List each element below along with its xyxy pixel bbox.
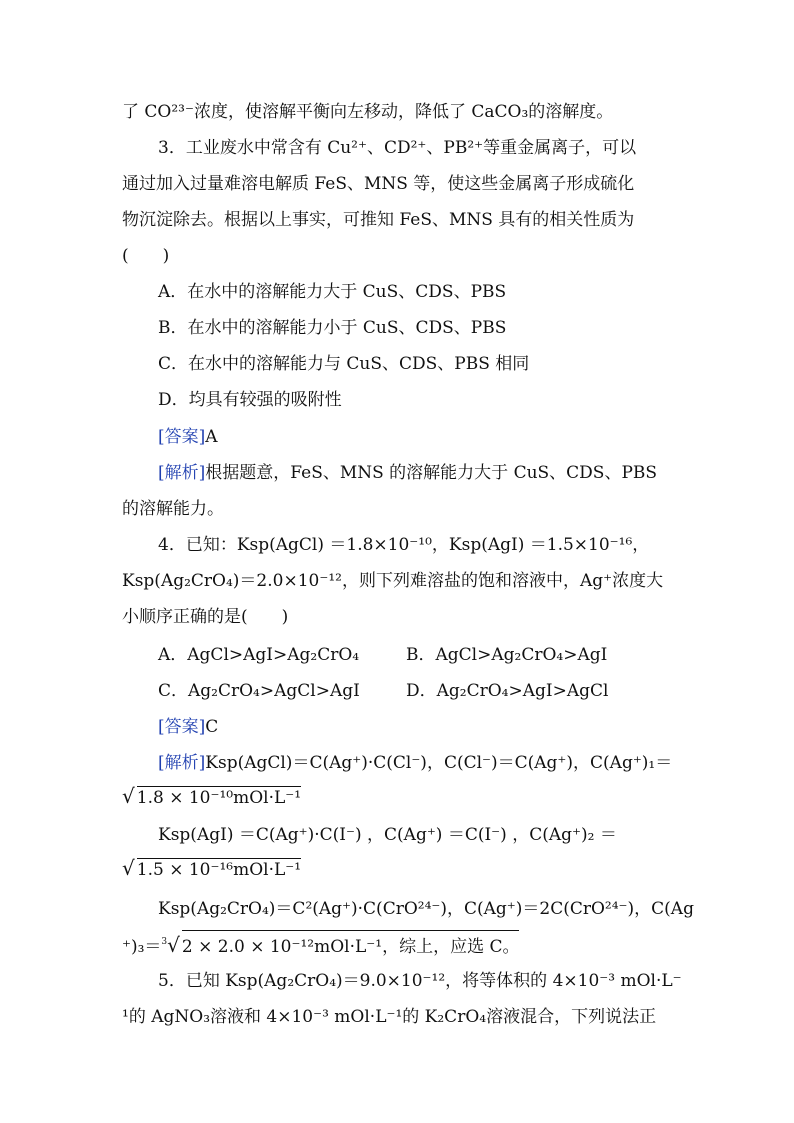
sqrt-radicand: 1.8 × 10⁻¹⁰mOl·L⁻¹	[136, 788, 302, 808]
question-4-stem: 4．已知：Ksp(AgCl) ＝1.8×10⁻¹⁰，Ksp(AgI) ＝1.5×10⁻¹⁶，	[158, 535, 650, 555]
question-4-analysis: Ksp(Ag₂CrO₄)＝C²(Ag⁺)·C(CrO²⁴⁻)，C(Ag⁺)＝2C(CrO²⁴⁻)，C(Ag	[158, 899, 694, 919]
question-5-stem: 5．已知 Ksp(Ag₂CrO₄)＝9.0×10⁻¹²，将等体积的 4×10⁻³ mOl·L⁻	[158, 971, 682, 991]
sqrt-radicand: 1.5 × 10⁻¹⁶mOl·L⁻¹	[136, 860, 302, 880]
cube-root-radicand: 2 × 2.0 × 10⁻¹²mOl·L⁻¹，综上，应选 C。	[182, 930, 520, 957]
question-4-analysis	[158, 748, 672, 773]
cube-root-prefix: ⁺)₃＝	[122, 937, 162, 957]
answer-tag: [答案]	[158, 427, 206, 447]
answer-value: C	[205, 717, 219, 737]
question-3-option-c: C．在水中的溶解能力与 CuS、CDS、PBS 相同	[158, 354, 530, 374]
question-4-analysis: Ksp(AgI) ＝C(Ag⁺)·C(I⁻) ，C(Ag⁺) ＝C(I⁻) ，C(Ag⁺)₂ ＝	[158, 825, 617, 845]
question-3-option-a: A．在水中的溶解能力大于 CuS、CDS、PBS	[158, 282, 507, 302]
sqrt-expression	[122, 856, 301, 880]
question-4-option-a: A．AgCl>AgI>Ag₂CrO₄	[158, 645, 360, 665]
question-3-stem: 通过加入过量难溶电解质 FeS、MNS 等，使这些金属离子形成硫化	[122, 174, 635, 194]
question-4-option-b: B．AgCl>Ag₂CrO₄>AgI	[406, 645, 608, 665]
question-3-option-d: D．均具有较强的吸附性	[158, 390, 342, 410]
question-5-stem: ¹的 AgNO₃溶液和 4×10⁻³ mOl·L⁻¹的 K₂CrO₄溶液混合，下列说法正	[122, 1007, 657, 1027]
question-4-stem: Ksp(Ag₂CrO₄)＝2.0×10⁻¹²，则下列难溶盐的饱和溶液中，Ag⁺浓度大	[122, 571, 664, 591]
sqrt-sign-icon: √	[122, 856, 135, 880]
analysis-tag: [解析]	[158, 463, 206, 483]
question-4-option-d: D．Ag₂CrO₄>AgI>AgCl	[406, 681, 609, 701]
question-3-option-b: B．在水中的溶解能力小于 CuS、CDS、PBS	[158, 318, 507, 338]
cube-root-expression	[122, 930, 519, 957]
cube-root-sign-icon: √	[167, 933, 180, 957]
root-index: 3	[161, 937, 168, 947]
question-4-stem: 小顺序正确的是( )	[122, 607, 289, 627]
question-3-analysis	[158, 458, 657, 483]
answer-value: A	[205, 427, 218, 447]
answer-tag: [答案]	[158, 717, 206, 737]
question-3-analysis-cont: 的溶解能力。	[122, 499, 224, 519]
analysis-text: 根据题意，FeS、MNS 的溶解能力大于 CuS、CDS、PBS	[205, 463, 658, 483]
question-4-answer	[158, 712, 218, 737]
text-line: 了 CO²³⁻浓度，使溶解平衡向左移动，降低了 CaCO₃的溶解度。	[122, 102, 614, 122]
question-3-answer	[158, 422, 218, 447]
sqrt-expression	[122, 784, 301, 808]
sqrt-sign-icon: √	[122, 784, 135, 808]
question-3-stem: 物沉淀除去。根据以上事实，可推知 FeS、MNS 具有的相关性质为	[122, 210, 635, 230]
question-4-option-c: C．Ag₂CrO₄>AgCl>AgI	[158, 681, 360, 701]
analysis-tag: [解析]	[158, 753, 206, 773]
question-3-bracket: ( )	[122, 246, 170, 266]
analysis-text: Ksp(AgCl)＝C(Ag⁺)·C(Cl⁻)，C(Cl⁻)＝C(Ag⁺)，C(Ag⁺)₁＝	[205, 753, 673, 773]
question-3-stem: 3．工业废水中常含有 Cu²⁺、CD²⁺、PB²⁺等重金属离子，可以	[158, 138, 637, 158]
